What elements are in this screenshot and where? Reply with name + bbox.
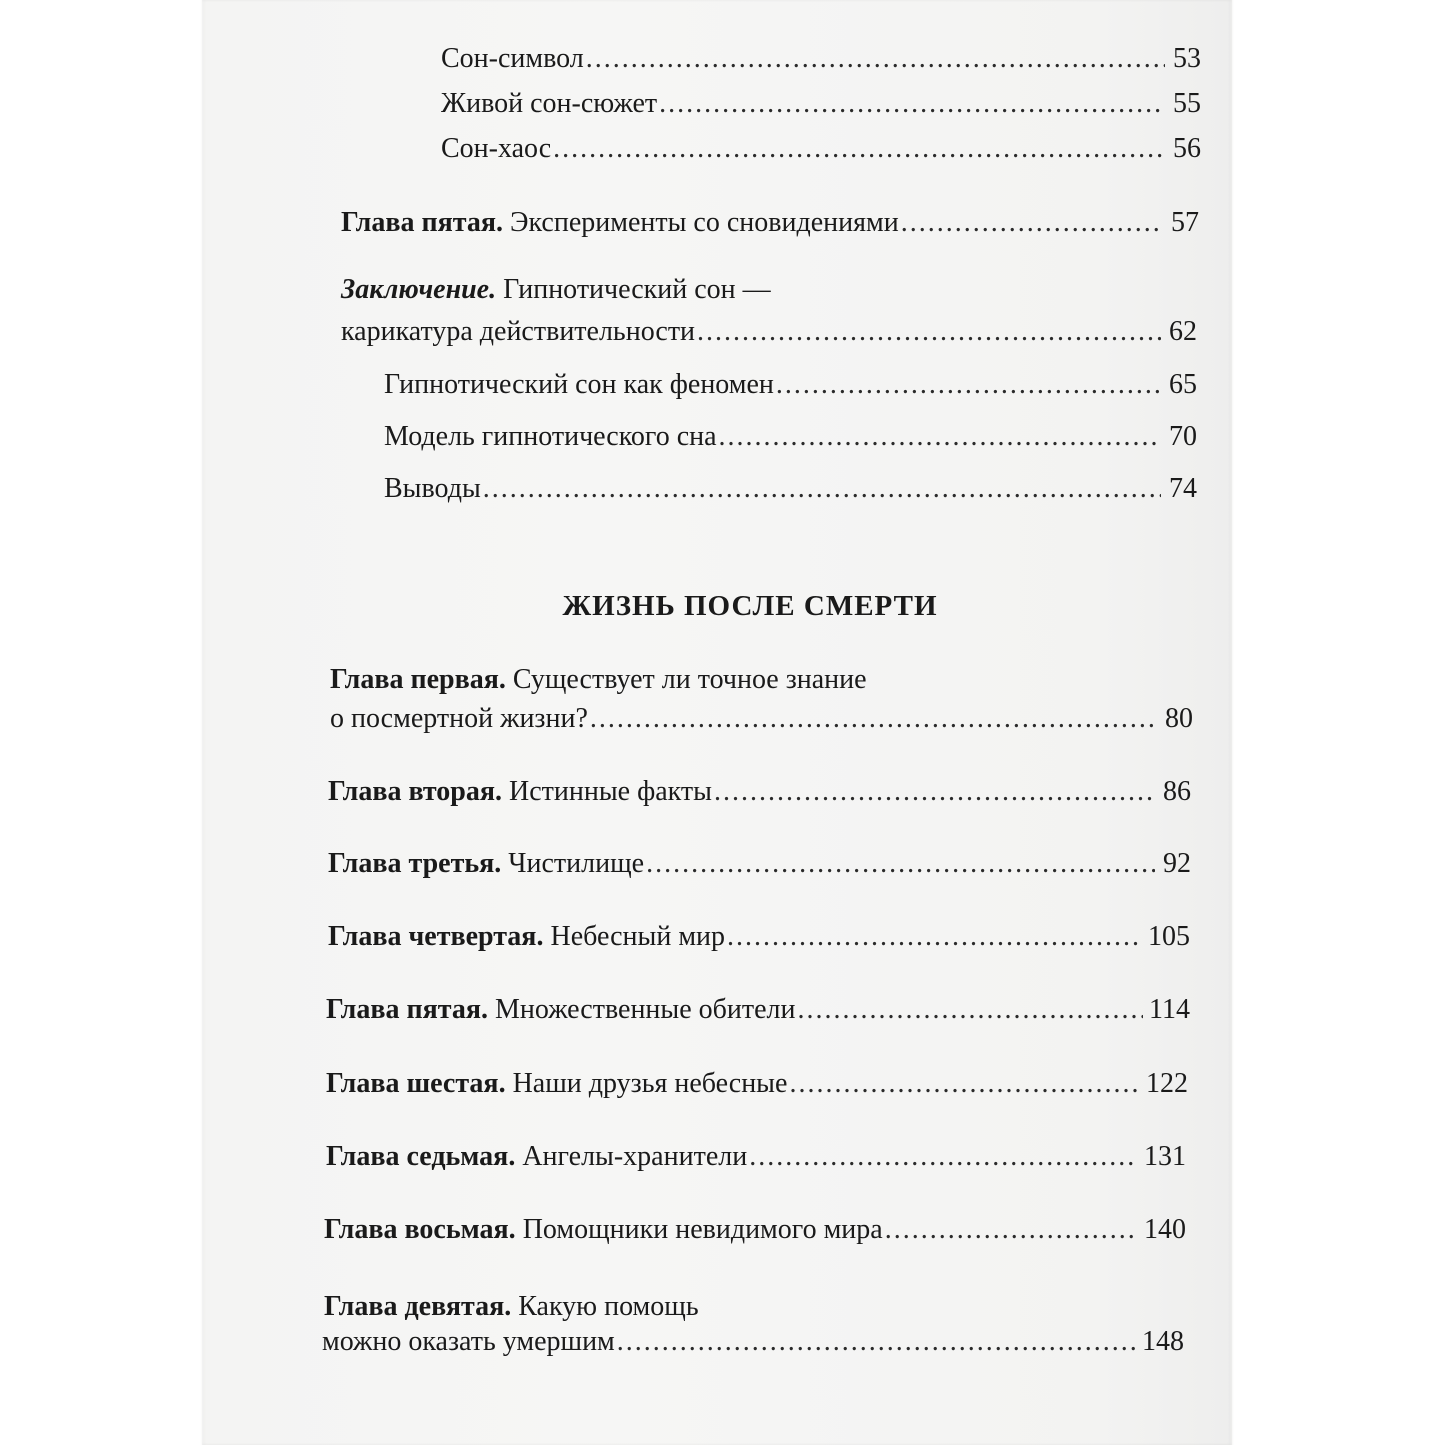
toc-entry-label (326, 993, 796, 1027)
leader-dots (901, 206, 1163, 240)
toc-entry-label (328, 775, 712, 809)
conclusion-title-line1: Гипнотический сон — (503, 274, 771, 305)
chapter-title-line2: можно оказать умершим (322, 1326, 615, 1357)
leader-dots (590, 702, 1157, 736)
toc-entry-hypno-phenomenon (384, 368, 1197, 402)
chapter-number: Глава пятая. (341, 207, 504, 238)
toc-entry-label (326, 1067, 787, 1101)
leader-dots (617, 1325, 1136, 1359)
leader-dots (697, 315, 1161, 349)
toc-p2-chapter7 (326, 1140, 1186, 1174)
toc-entry-label: Выводы (384, 473, 481, 504)
toc-p2-chapter9-line1 (324, 1290, 699, 1324)
leader-dots (646, 847, 1155, 881)
toc-p2-chapter1-line1 (330, 663, 867, 697)
leader-dots (749, 1140, 1138, 1174)
leader-dots (789, 1067, 1140, 1101)
toc-page-number: 53 (1173, 43, 1201, 74)
chapter-title: Небесный мир (550, 921, 726, 952)
chapter-number: Глава седьмая. (326, 1141, 516, 1172)
toc-page-number: 57 (1171, 207, 1199, 238)
toc-p2-chapter5 (326, 993, 1190, 1027)
chapter-number: Глава третья. (328, 848, 502, 879)
toc-page-number: 86 (1163, 776, 1191, 807)
chapter-title: Чистилище (508, 848, 645, 879)
toc-page-number: 62 (1169, 316, 1197, 347)
toc-chapter-five-dreams (341, 206, 1199, 240)
toc-page-number: 65 (1169, 369, 1197, 400)
leader-dots (553, 132, 1165, 166)
chapter-number: Глава вторая. (328, 776, 503, 807)
toc-page-number: 105 (1148, 921, 1190, 952)
toc-conclusion-line1 (341, 273, 771, 307)
toc-entry-label: Сон-символ (441, 43, 584, 74)
toc-page-number: 148 (1142, 1326, 1184, 1357)
chapter-number: Глава восьмая. (324, 1214, 516, 1245)
leader-dots (714, 775, 1155, 809)
toc-entry-label (341, 206, 899, 240)
chapter-title-line2: о посмертной жизни? (330, 703, 588, 734)
toc-conclusion-line2 (341, 315, 1197, 349)
leader-dots (776, 368, 1161, 402)
toc-entry-label: Гипнотический сон как феномен (384, 369, 774, 400)
toc-p2-chapter4 (328, 920, 1190, 954)
toc-page-number: 122 (1146, 1068, 1188, 1099)
toc-page-number: 55 (1173, 88, 1201, 119)
toc-p2-chapter3 (328, 847, 1191, 881)
toc-p2-chapter6 (326, 1067, 1188, 1101)
leader-dots (885, 1213, 1138, 1247)
toc-entry-son-haos (441, 132, 1201, 166)
toc-entry-conclusions (384, 472, 1197, 506)
chapter-title: Наши друзья небесные (512, 1068, 788, 1099)
conclusion-label: Заключение. (341, 274, 497, 305)
toc-p2-chapter1-line2 (330, 702, 1193, 736)
leader-dots (659, 87, 1165, 121)
leader-dots (483, 472, 1161, 506)
chapter-title: Эксперименты со сновидениями (510, 207, 899, 238)
toc-entry-son-simvol (441, 42, 1201, 76)
leader-dots (727, 920, 1142, 954)
chapter-title-line1: Какую помощь (518, 1291, 699, 1322)
leader-dots (586, 42, 1165, 76)
toc-p2-chapter9-line2 (322, 1325, 1184, 1359)
toc-page-number: 80 (1165, 703, 1193, 734)
toc-entry-label (328, 920, 725, 954)
chapter-title: Ангелы-хранители (522, 1141, 748, 1172)
toc-page-number: 74 (1169, 473, 1197, 504)
toc-entry-label (326, 1140, 747, 1174)
chapter-title: Помощники невидимого мира (522, 1214, 883, 1245)
toc-p2-chapter2 (328, 775, 1191, 809)
toc-entry-label: Сон-хаос (441, 133, 552, 164)
toc-p2-chapter8 (324, 1213, 1186, 1247)
chapter-title-line1: Существует ли точное знание (512, 664, 867, 695)
toc-page-number: 70 (1169, 421, 1197, 452)
toc-entry-label: Модель гипнотического сна (384, 421, 717, 452)
conclusion-title-line2: карикатура действительности (341, 316, 696, 347)
toc-page-number: 114 (1149, 994, 1190, 1025)
toc-entry-hypno-model (384, 420, 1197, 454)
toc-entry-label (324, 1213, 883, 1247)
toc-entry-label: Живой сон-сюжет (441, 88, 658, 119)
leader-dots (798, 993, 1144, 1027)
toc-entry-zhivoy-son (441, 87, 1201, 121)
chapter-number: Глава четвертая. (328, 921, 544, 952)
chapter-number: Глава шестая. (326, 1068, 506, 1099)
toc-page-number: 56 (1173, 133, 1201, 164)
chapter-number: Глава девятая. (324, 1291, 512, 1322)
section-heading: ЖИЗНЬ ПОСЛЕ СМЕРТИ (562, 590, 938, 622)
chapter-title: Множественные обители (495, 994, 796, 1025)
toc-entry-label (328, 847, 644, 881)
chapter-number: Глава пятая. (326, 994, 489, 1025)
chapter-number: Глава первая. (330, 664, 506, 695)
toc-page-number: 140 (1144, 1214, 1186, 1245)
chapter-title: Истинные факты (509, 776, 712, 807)
toc-page-number: 131 (1144, 1141, 1186, 1172)
leader-dots (719, 420, 1161, 454)
toc-page-number: 92 (1163, 848, 1191, 879)
